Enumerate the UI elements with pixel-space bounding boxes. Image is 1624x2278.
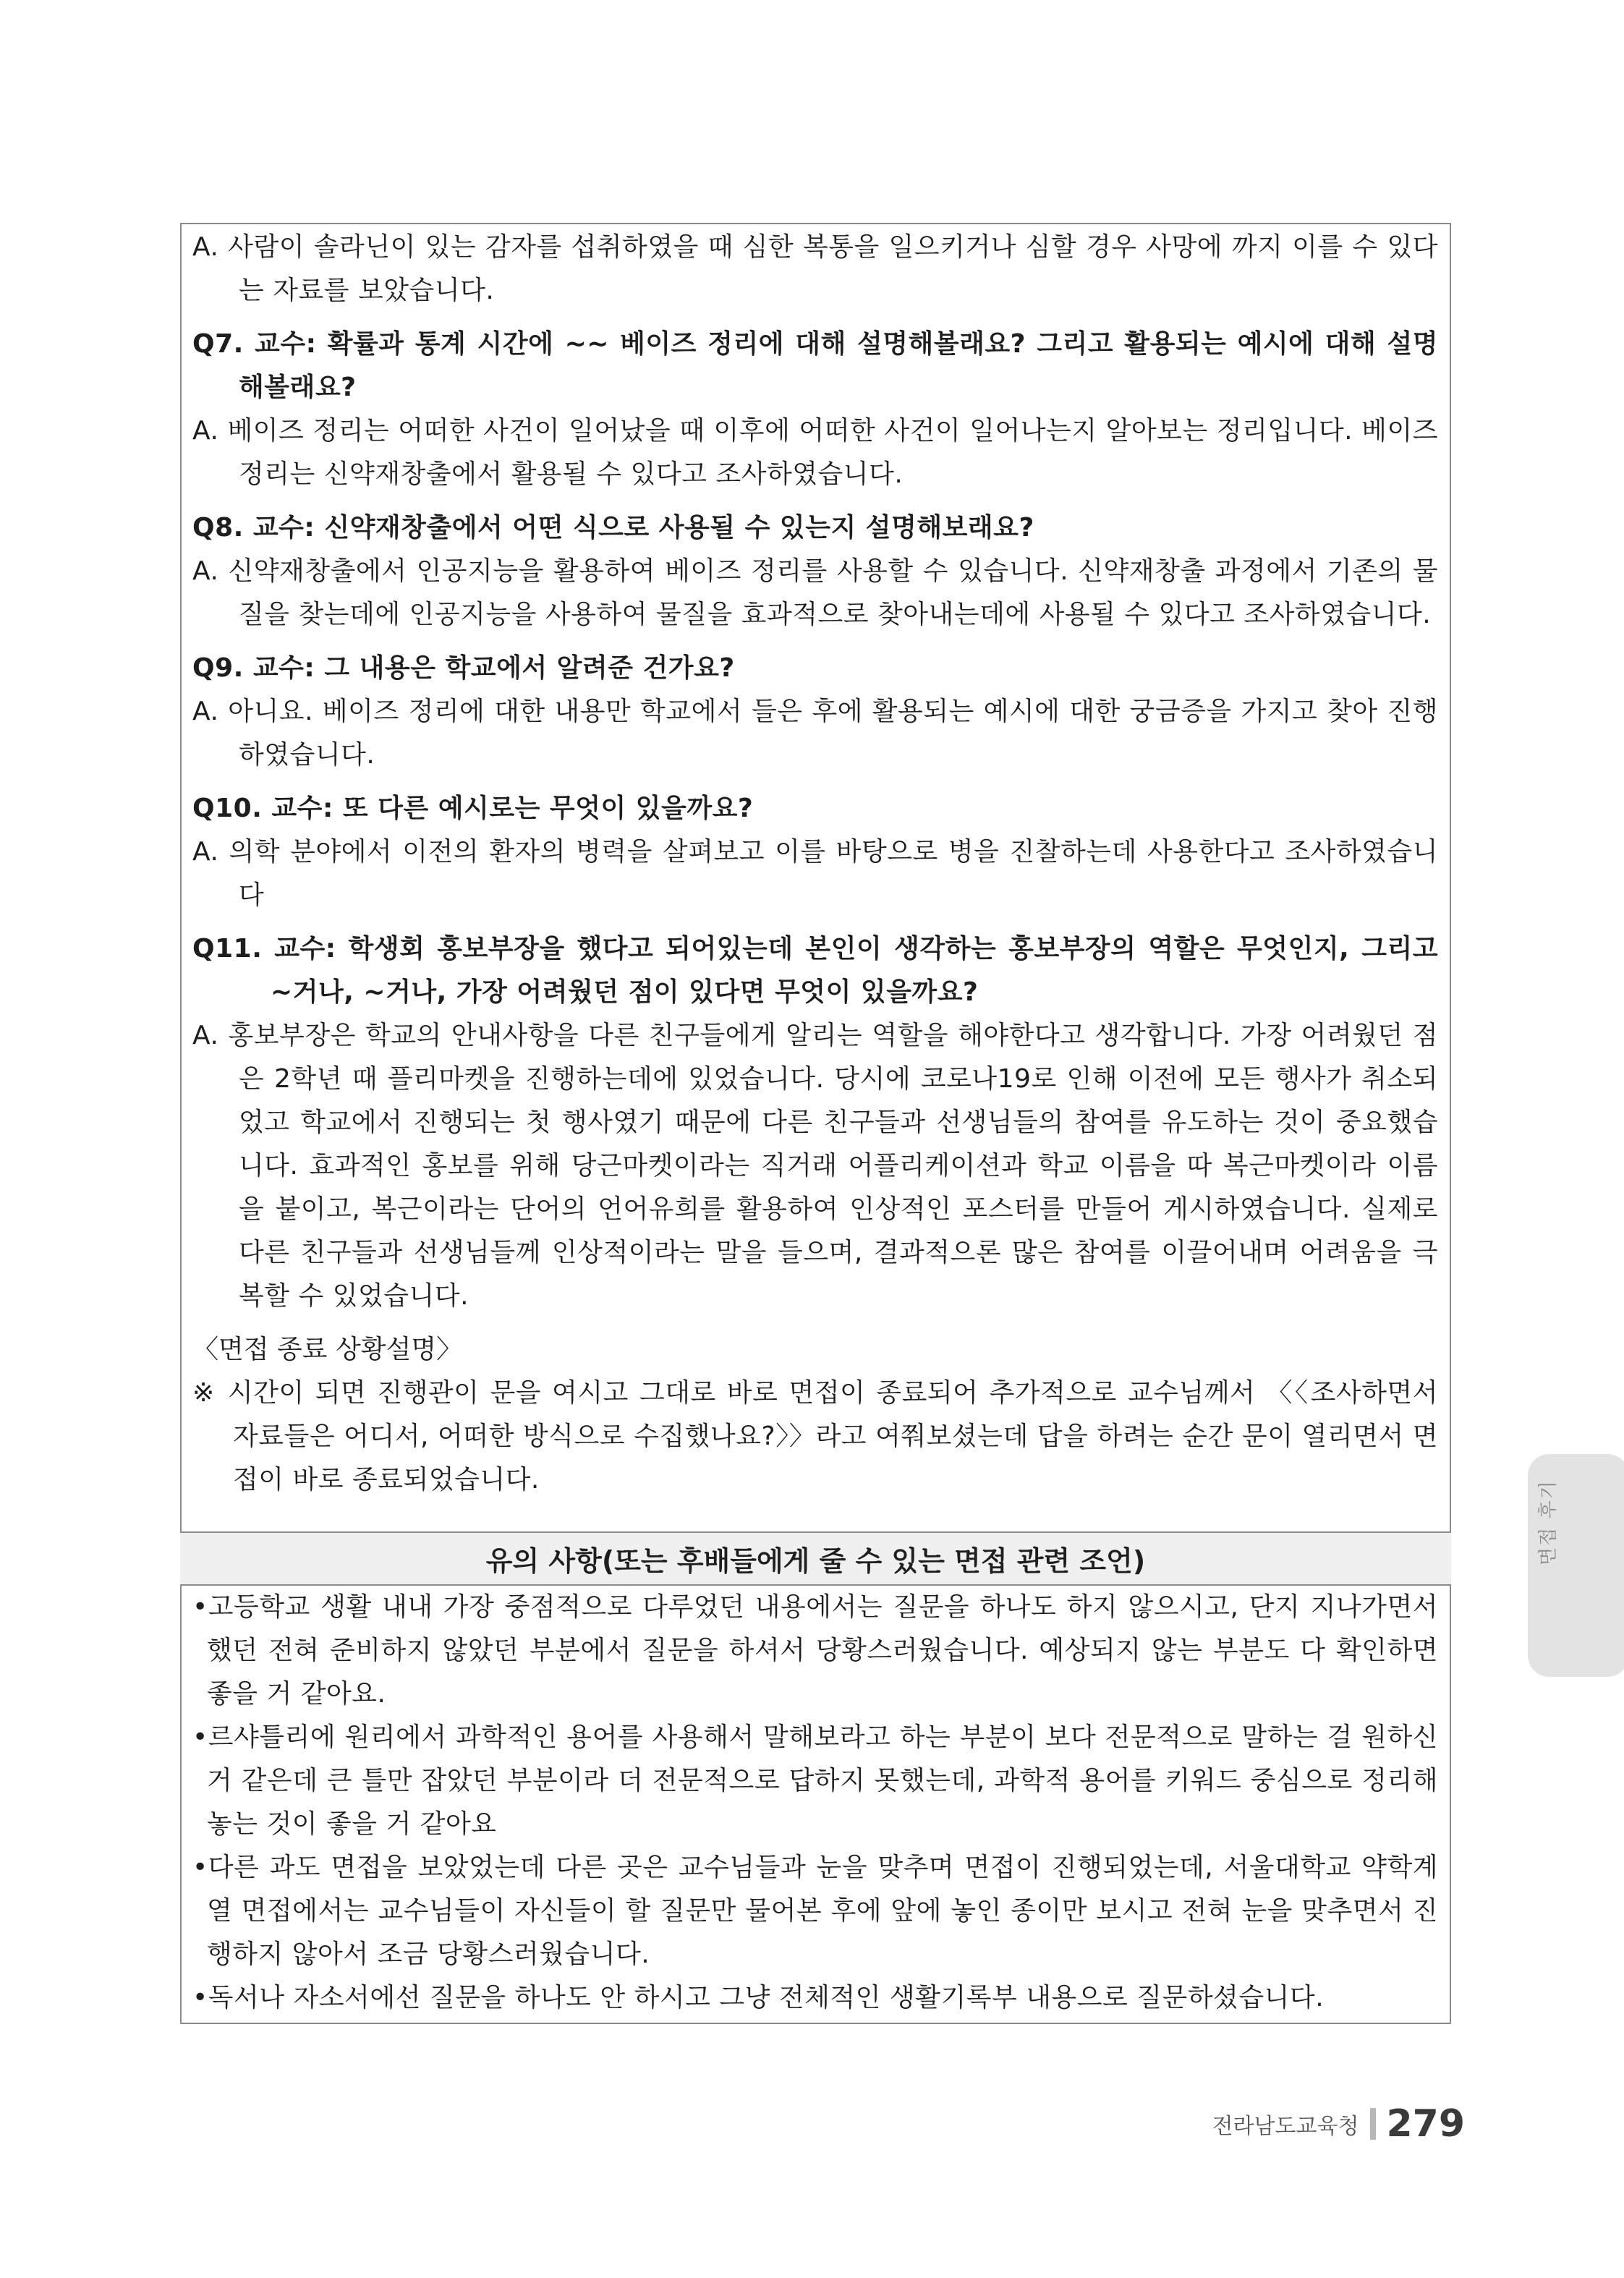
- page-number: 279: [1386, 2102, 1465, 2146]
- footer-divider: [1370, 2108, 1376, 2140]
- advice-item: •고등학교 생활 내내 가장 중점적으로 다루었던 내용에서는 질문을 하나도 하지 않으시고, 단지 지나가면서 했던 전혀 준비하지 않았던 부분에서 질문을 하셔서 당황스러웠습니다. 예상되지 않는 부분도 다 확인하면 좋을 거 같아요.: [192, 1592, 1438, 1709]
- advice-item: •다른 과도 면접을 보았었는데 다른 곳은 교수님들과 눈을 맞추며 면접이 진행되었는데, 서울대학교 약학계열 면접에서는 교수님들이 자신들이 할 질문만 물어본 후에 앞에 놓인 종이만 보시고 전혀 눈을 맞추면서 진행하지 않아서 조금 당황스러웠습니다.: [192, 1853, 1438, 1969]
- answer-6: A. 사람이 솔라닌이 있는 감자를 섭취하였을 때 심한 복통을 일으키거나 심할 경우 사망에 까지 이를 수 있다는 자료를 보았습니다.: [192, 232, 1438, 305]
- footer-organization: 전라남도교육청: [1212, 2114, 1359, 2139]
- question-10: Q10. 교수: 또 다른 예시로는 무엇이 있을까요?: [192, 794, 754, 823]
- interview-transcript: [192, 226, 1438, 1502]
- question-8: Q8. 교수: 신약재창출에서 어떤 식으로 사용될 수 있는지 설명해보래요?: [192, 513, 1034, 543]
- page-footer: [1212, 2102, 1465, 2146]
- interview-end-note: ※ 시간이 되면 진행관이 문을 여시고 그대로 바로 면접이 종료되어 추가적으로 교수님께서 〈〈조사하면서 자료들은 어디서, 어떠한 방식으로 수집했나요?〉〉라고 여쭤보셨는데 답을 하려는 순간 문이 열리면서 면접이 바로 종료되었습니다.: [192, 1378, 1438, 1495]
- question-11: Q11. 교수: 학생회 홍보부장을 했다고 되어있는데 본인이 생각하는 홍보부장의 역할은 무엇인지, 그리고 ~거나, ~거나, 가장 어려웠던 점이 있다면 무엇이 있을까요?: [192, 934, 1438, 1007]
- answer-10: A. 의학 분야에서 이전의 환자의 병력을 살펴보고 이를 바탕으로 병을 진찰하는데 사용한다고 조사하였습니다: [192, 837, 1438, 910]
- advice-header: [180, 1531, 1451, 1586]
- advice-list: [192, 1586, 1438, 2020]
- advice-item: •르샤틀리에 원리에서 과학적인 용어를 사용해서 말해보라고 하는 부분이 보다 전문적으로 말하는 걸 원하신 거 같은데 큰 틀만 잡았던 부분이라 더 전문적으로 답하지 못했는데, 과학적 용어를 키워드 중심으로 정리해놓는 것이 좋을 거 같아요: [192, 1722, 1438, 1839]
- interview-end-label: 〈면접 종료 상황설명〉: [192, 1335, 463, 1364]
- question-7: Q7. 교수: 확률과 통계 시간에 ~~ 베이즈 정리에 대해 설명해볼래요? 그리고 활용되는 예시에 대해 설명 해볼래요?: [192, 329, 1438, 402]
- answer-8: A. 신약재창출에서 인공지능을 활용하여 베이즈 정리를 사용할 수 있습니다. 신약재창출 과정에서 기존의 물질을 찾는데에 인공지능을 사용하여 물질을 효과적으로 찾아내는데에 사용될 수 있다고 조사하였습니다.: [192, 556, 1438, 629]
- answer-9: A. 아니요. 베이즈 정리에 대한 내용만 학교에서 들은 후에 활용되는 예시에 대한 궁금증을 가지고 찾아 진행하였습니다.: [192, 697, 1438, 770]
- answer-11: A. 홍보부장은 학교의 안내사항을 다른 친구들에게 알리는 역할을 해야한다고 생각합니다. 가장 어려웠던 점은 2학년 때 플리마켓을 진행하는데에 있었습니다. 당시에 코로나19로 인해 이전에 모든 행사가 취소되었고 학교에서 진행되는 첫 행사였기 때문에 다른 친구들과 선생님들의 참여를 유도하는 것이 중요했습니다. 효과적인 홍보를 위해 당근마켓이라는 직거래 어플리케이션과 학교 이름을 따 복근마켓이라 이름을 붙이고, 복근이라는 단어의 언어유희를 활용하여 인상적인 포스터를 만들어 게시하였습니다. 실제로 다른 친구들과 선생님들께 인상적이라는 말을 들으며, 결과적으론 많은 참여를 이끌어내며 어려움을 극복할 수 있었습니다.: [192, 1021, 1438, 1311]
- question-9: Q9. 교수: 그 내용은 학교에서 알려준 건가요?: [192, 653, 735, 683]
- advice-title: 유의 사항(또는 후배들에게 줄 수 있는 면접 관련 조언): [485, 1545, 1146, 1577]
- answer-7: A. 베이즈 정리는 어떠한 사건이 일어났을 때 이후에 어떠한 사건이 일어나는지 알아보는 정리입니다. 베이즈 정리는 신약재창출에서 활용될 수 있다고 조사하였습니다.: [192, 416, 1438, 489]
- advice-item: •독서나 자소서에선 질문을 하나도 안 하시고 그냥 전체적인 생활기록부 내용으로 질문하셨습니다.: [192, 1983, 1325, 2013]
